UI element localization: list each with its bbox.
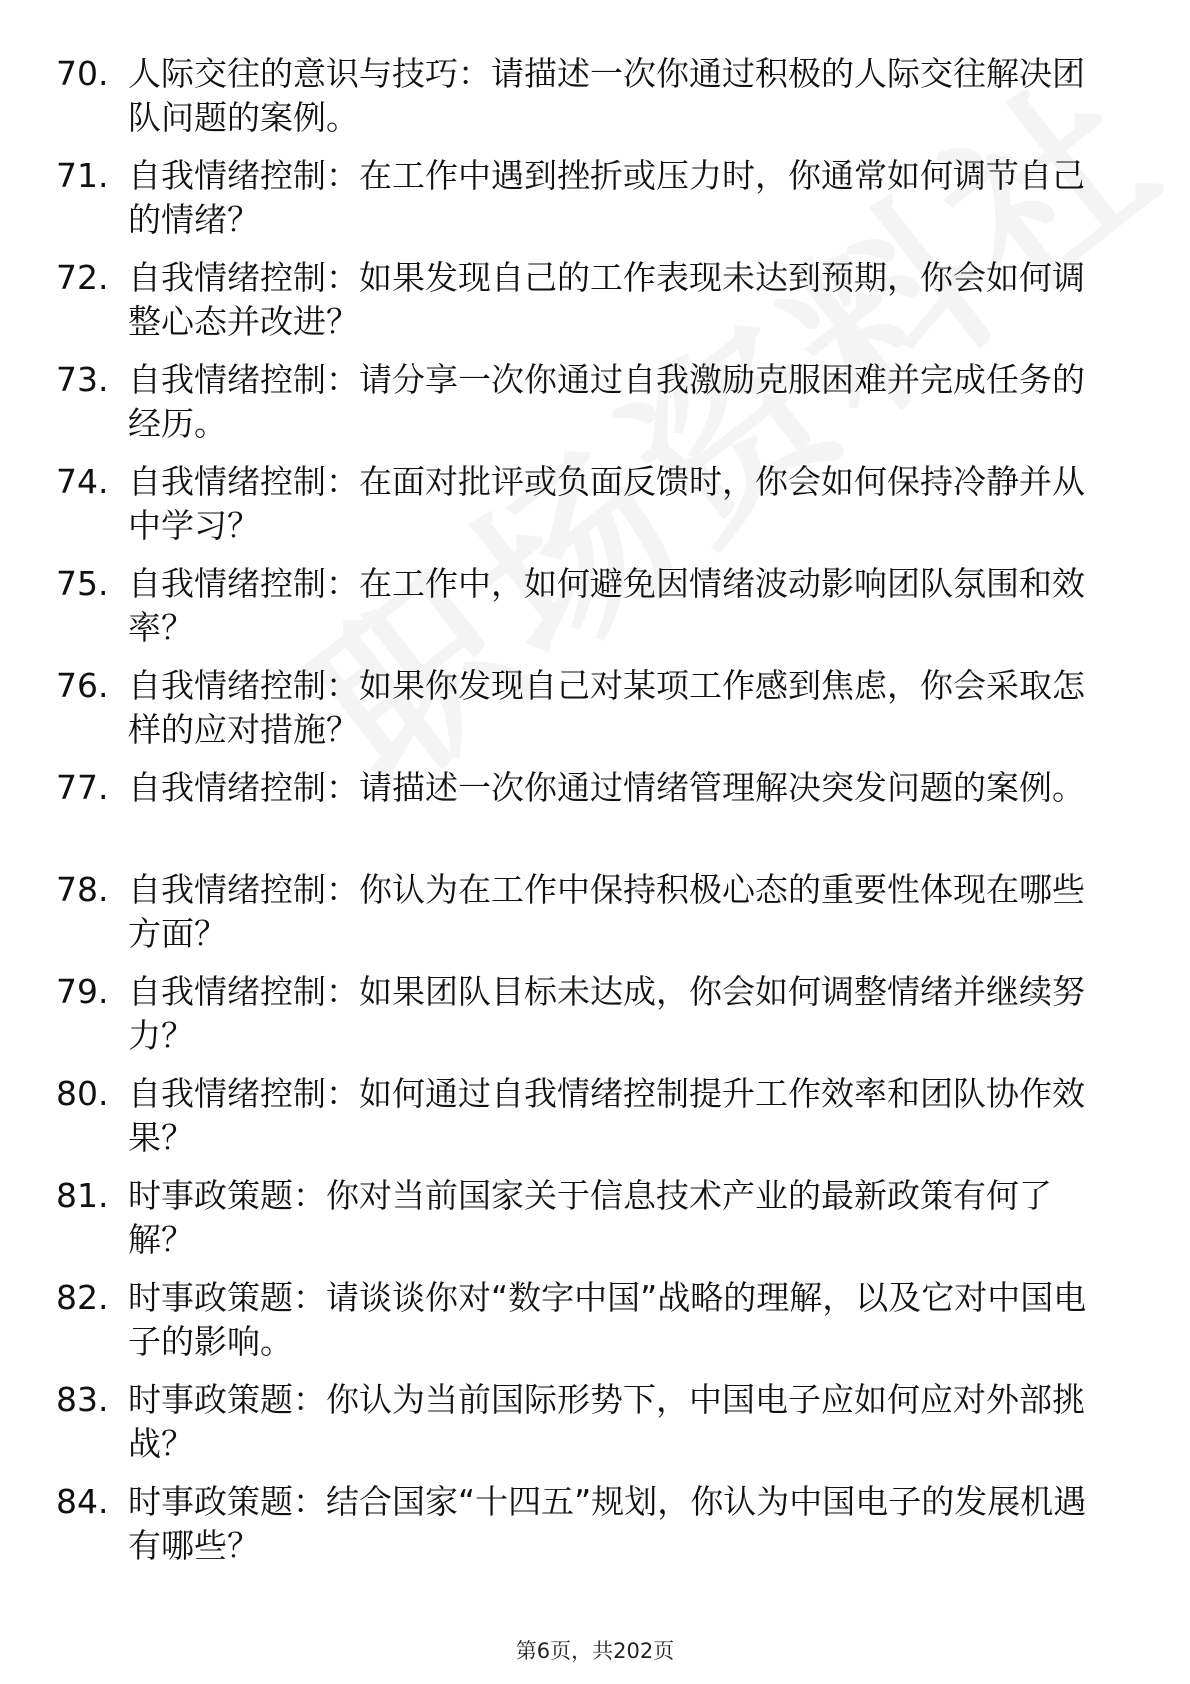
question-item (56, 52, 1116, 154)
question-text: 自我情绪控制：你认为在工作中保持积极心态的重要性体现在哪些方面？ (128, 870, 1085, 953)
question-text: 自我情绪控制：在工作中，如何避免因情绪波动影响团队氛围和效率？ (128, 564, 1085, 647)
page-footer (0, 1635, 1190, 1665)
question-item (56, 256, 1116, 358)
question-number: 75. (56, 564, 109, 603)
page-number-label: 第6页，共202页 (515, 1639, 675, 1663)
question-text: 时事政策题：你认为当前国际形势下，中国电子应如何应对外部挑战？ (128, 1380, 1085, 1463)
question-item (56, 154, 1116, 256)
question-number: 72. (56, 258, 109, 297)
question-list (56, 52, 1116, 1582)
question-item (56, 1072, 1116, 1174)
question-item (56, 664, 1116, 766)
question-number: 82. (56, 1278, 109, 1317)
question-number: 78. (56, 870, 109, 909)
question-number: 79. (56, 972, 109, 1011)
question-item (56, 970, 1116, 1072)
question-text: 自我情绪控制：请分享一次你通过自我激励克服困难并完成任务的经历。 (128, 360, 1085, 443)
question-number: 74. (56, 462, 109, 501)
question-item (56, 1276, 1116, 1378)
question-item (56, 460, 1116, 562)
question-text: 人际交往的意识与技巧：请描述一次你通过积极的人际交往解决团队问题的案例。 (128, 54, 1085, 137)
question-item (56, 1174, 1116, 1276)
question-text: 自我情绪控制：在工作中遇到挫折或压力时，你通常如何调节自己的情绪？ (128, 156, 1085, 239)
question-item (56, 562, 1116, 664)
question-number: 70. (56, 54, 109, 93)
question-item (56, 1480, 1116, 1582)
question-number: 84. (56, 1482, 109, 1521)
question-item (56, 766, 1116, 868)
question-text: 自我情绪控制：如果你发现自己对某项工作感到焦虑，你会采取怎样的应对措施？ (128, 666, 1085, 749)
question-number: 71. (56, 156, 109, 195)
question-number: 80. (56, 1074, 109, 1113)
question-item (56, 868, 1116, 970)
question-text: 时事政策题：结合国家“十四五”规划，你认为中国电子的发展机遇有哪些？ (128, 1482, 1087, 1565)
question-item (56, 1378, 1116, 1480)
question-text: 自我情绪控制：在面对批评或负面反馈时，你会如何保持冷静并从中学习？ (128, 462, 1085, 545)
question-text: 时事政策题：你对当前国家关于信息技术产业的最新政策有何了解？ (128, 1176, 1052, 1259)
question-number: 81. (56, 1176, 109, 1215)
question-text: 时事政策题：请谈谈你对“数字中国”战略的理解，以及它对中国电子的影响。 (128, 1278, 1087, 1361)
question-number: 73. (56, 360, 109, 399)
question-text: 自我情绪控制：如果团队目标未达成，你会如何调整情绪并继续努力？ (128, 972, 1085, 1055)
question-text: 自我情绪控制：如果发现自己的工作表现未达到预期，你会如何调整心态并改进？ (128, 258, 1085, 341)
question-text: 自我情绪控制：如何通过自我情绪控制提升工作效率和团队协作效果？ (128, 1074, 1085, 1157)
question-text: 自我情绪控制：请描述一次你通过情绪管理解决突发问题的案例。 (128, 768, 1085, 807)
question-item (56, 358, 1116, 460)
question-number: 83. (56, 1380, 109, 1419)
question-number: 77. (56, 768, 109, 807)
question-number: 76. (56, 666, 109, 705)
